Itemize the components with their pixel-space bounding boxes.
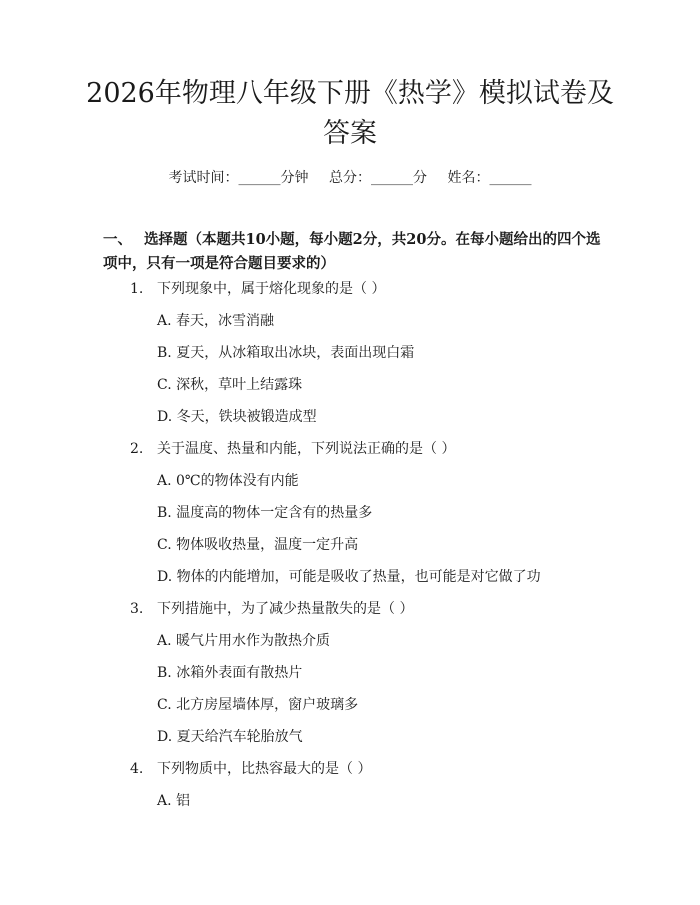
option-4a: A. 铝 xyxy=(157,793,191,809)
option-1a: A. 春天，冰雪消融 xyxy=(157,313,275,329)
option-3d: D. 夏天给汽车轮胎放气 xyxy=(157,729,303,745)
exam-time-unit: 分钟 xyxy=(280,170,309,186)
option-3b: B. 冰箱外表面有散热片 xyxy=(157,665,303,681)
total-score-blank: ______ xyxy=(371,170,413,186)
question-text: 下列物质中，比热容最大的是（ ） xyxy=(157,761,372,777)
total-score-label: 总分： xyxy=(329,170,371,186)
total-score-unit: 分 xyxy=(413,170,427,186)
option-2b: B. 温度高的物体一定含有的热量多 xyxy=(157,505,373,521)
document-title: 2026年物理八年级下册《热学》模拟试卷及答案 xyxy=(86,78,614,149)
option-2d: D. 物体的内能增加，可能是吸收了热量，也可能是对它做了功 xyxy=(157,569,541,585)
student-name-field xyxy=(447,170,531,186)
exam-info-line xyxy=(0,168,700,188)
exam-time-field xyxy=(169,170,309,186)
question-number: 1. xyxy=(130,281,144,297)
question-number: 4. xyxy=(130,761,144,777)
option-2c: C. 物体吸收热量，温度一定升高 xyxy=(157,537,359,553)
option-3c: C. 北方房屋墙体厚，窗户玻璃多 xyxy=(157,697,359,713)
question-text: 下列措施中，为了减少热量散失的是（ ） xyxy=(157,601,414,617)
total-score-field xyxy=(329,170,427,186)
question-number: 3. xyxy=(130,601,144,617)
option-1d: D. 冬天，铁块被锻造成型 xyxy=(157,409,317,425)
question-number: 2. xyxy=(130,441,144,457)
option-1b: B. 夏天，从冰箱取出冰块，表面出现白霜 xyxy=(157,345,415,361)
question-text: 关于温度、热量和内能，下列说法正确的是（ ） xyxy=(157,441,456,457)
section-instructions: 选择题（本题共10小题，每小题2分，共20分。在每小题给出的四个选项中，只有一项是符合题目要求的） xyxy=(103,231,601,272)
question-text: 下列现象中，属于熔化现象的是（ ） xyxy=(157,281,386,297)
section-heading xyxy=(103,228,608,276)
section-number: 一、 xyxy=(103,231,132,248)
student-name-label: 姓名： xyxy=(447,170,490,186)
exam-time-label: 考试时间： xyxy=(168,170,239,186)
option-2a: A. 0℃的物体没有内能 xyxy=(157,473,299,489)
exam-time-blank: ______ xyxy=(238,170,281,186)
option-1c: C. 深秋，草叶上结露珠 xyxy=(157,377,303,393)
option-3a: A. 暖气片用水作为散热介质 xyxy=(157,633,331,649)
student-name-blank: ______ xyxy=(489,170,532,186)
